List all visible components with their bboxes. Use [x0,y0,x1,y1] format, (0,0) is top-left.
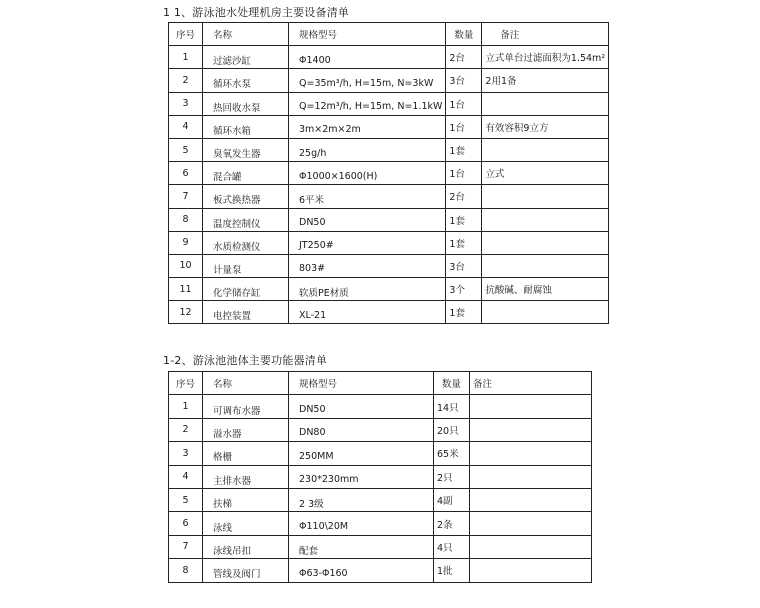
cell-spec [289,535,434,558]
cell-qty: 1台 [446,162,482,185]
cell-note [482,301,609,324]
header-name: 名称 [203,372,289,395]
cell-name-text: 主排水器 [213,475,252,487]
table-row [169,442,592,465]
cell-spec [289,418,434,441]
table-row [169,465,592,488]
cell-qty: 2台 [446,46,482,69]
cell-spec [289,69,446,92]
table-header-row [169,372,592,395]
cell-no: 1 [169,395,203,418]
cell-note [470,488,592,511]
table-row [169,92,609,115]
table-row [169,254,609,277]
cell-spec [289,278,446,301]
cell-no: 5 [169,488,203,511]
cell-name-text: 水质检测仪 [213,241,261,253]
header-name: 名称 [203,23,289,46]
cell-note [470,512,592,535]
cell-name-text: 温度控制仪 [213,218,261,230]
header-no: 序号 [169,372,203,395]
cell-name-text: 混合罐 [213,172,242,184]
cell-spec-text: 配套 [299,545,319,557]
cell-name [203,465,289,488]
header-spec: 规格型号 [289,372,434,395]
cell-spec [289,465,434,488]
cell-name [203,559,289,582]
cell-qty: 3台 [446,69,482,92]
cell-spec-text: DN80 [299,427,326,439]
cell-no: 7 [169,185,203,208]
table-row [169,115,609,138]
header-qty: 数量 [434,372,470,395]
cell-qty: 1批 [434,559,470,582]
cell-qty: 1台 [446,92,482,115]
cell-no: 10 [169,254,203,277]
cell-spec [289,512,434,535]
cell-no: 9 [169,231,203,254]
header-note: 备注 [482,23,609,46]
cell-note [470,559,592,582]
cell-name [203,115,289,138]
cell-name [203,208,289,231]
cell-note [482,208,609,231]
cell-name-text: 格栅 [213,452,233,464]
fixtures-table [168,371,592,583]
cell-name [203,512,289,535]
cell-spec-text: Φ1000×1600(H) [299,170,378,182]
cell-spec [289,162,446,185]
cell-spec [289,254,446,277]
cell-spec [289,559,434,582]
cell-name-text: 循环水泵 [213,79,252,91]
equipment-table [168,22,609,324]
cell-qty: 4副 [434,488,470,511]
cell-name-text: 计量泵 [213,264,242,276]
cell-note [470,442,592,465]
cell-name [203,418,289,441]
header-note: 备注 [470,372,592,395]
cell-qty: 65米 [434,442,470,465]
cell-note [482,92,609,115]
cell-name-text: 管线及阀门 [213,569,261,581]
section2-title: 1-2、游泳池池体主要功能器清单 [163,354,328,367]
cell-name [203,69,289,92]
cell-spec [289,185,446,208]
cell-spec [289,395,434,418]
cell-name-text: 过滤沙缸 [213,56,252,68]
cell-name-text: 热回收水泵 [213,102,261,114]
cell-qty: 3个 [446,278,482,301]
cell-spec-text: 软质PE材质 [299,288,349,300]
table-row [169,185,609,208]
cell-name-text: 可调布水器 [213,405,261,417]
cell-no: 2 [169,418,203,441]
cell-no: 8 [169,559,203,582]
table-row [169,231,609,254]
cell-no: 1 [169,46,203,69]
cell-spec-text: DN50 [299,217,326,229]
cell-name [203,185,289,208]
cell-no: 4 [169,465,203,488]
cell-spec-text: 2 3级 [299,499,324,511]
cell-spec-text: 6平米 [299,195,325,207]
cell-spec [289,46,446,69]
cell-note: 立式 [482,162,609,185]
cell-no: 3 [169,442,203,465]
cell-spec-text: JT250# [299,240,334,252]
cell-qty: 1套 [446,301,482,324]
cell-note: 有效容积9立方 [482,115,609,138]
cell-spec-text: Φ110\20M [299,521,349,533]
cell-qty: 1套 [446,231,482,254]
cell-spec-text: 803# [299,263,326,275]
table-row [169,301,609,324]
cell-name [203,278,289,301]
cell-qty: 1套 [446,138,482,161]
cell-spec [289,208,446,231]
cell-note: 2用1备 [482,69,609,92]
cell-note [470,418,592,441]
cell-qty: 3台 [446,254,482,277]
cell-note: 抗酸碱、耐腐蚀 [482,278,609,301]
cell-qty: 20只 [434,418,470,441]
cell-no: 6 [169,162,203,185]
cell-no: 3 [169,92,203,115]
table-row [169,69,609,92]
cell-spec-text: Φ1400 [299,54,331,66]
cell-name-text: 泳线 [213,522,233,534]
cell-name [203,535,289,558]
cell-spec-text: 250MM [299,450,334,462]
cell-spec-text: XL-21 [299,309,327,321]
table-header-row [169,23,609,46]
cell-spec [289,231,446,254]
cell-name [203,395,289,418]
table-row [169,162,609,185]
cell-name-text: 溢水器 [213,428,242,440]
table-row [169,395,592,418]
cell-name [203,301,289,324]
cell-no: 12 [169,301,203,324]
cell-spec-text: Φ63-Φ160 [299,567,348,579]
cell-qty: 2只 [434,465,470,488]
cell-spec [289,442,434,465]
header-no: 序号 [169,23,203,46]
cell-name [203,162,289,185]
cell-no: 2 [169,69,203,92]
cell-name [203,92,289,115]
cell-no: 8 [169,208,203,231]
cell-qty: 1套 [446,208,482,231]
cell-spec-text: DN50 [299,404,326,416]
cell-no: 11 [169,278,203,301]
cell-note: 立式单台过滤面积为1.54m² [482,46,609,69]
cell-spec-text: 230*230mm [299,474,359,486]
cell-note [482,185,609,208]
cell-note [482,138,609,161]
cell-qty: 2条 [434,512,470,535]
cell-note [470,535,592,558]
table-row [169,46,609,69]
cell-note [470,395,592,418]
cell-name [203,254,289,277]
cell-name-text: 泳线吊扣 [213,545,252,557]
section1-title: 1 1、游泳池水处理机房主要设备清单 [163,6,350,19]
cell-name [203,138,289,161]
cell-spec [289,115,446,138]
cell-no: 6 [169,512,203,535]
table-row [169,278,609,301]
cell-qty: 1台 [446,115,482,138]
header-spec: 规格型号 [289,23,446,46]
cell-spec-text: 25g/h [299,147,327,159]
cell-name-text: 板式换热器 [213,195,261,207]
cell-note [482,254,609,277]
cell-name [203,488,289,511]
cell-qty: 4只 [434,535,470,558]
cell-spec [289,488,434,511]
table-row [169,208,609,231]
table-row [169,418,592,441]
cell-spec-text: Q=35m³/h, H=15m, N=3kW [299,77,434,89]
cell-name-text: 循环水箱 [213,125,252,137]
cell-note [482,231,609,254]
table-row [169,488,592,511]
table-row [169,535,592,558]
cell-name-text: 化学储存缸 [213,288,261,300]
cell-name-text: 电控装置 [213,311,252,323]
cell-spec [289,138,446,161]
cell-no: 7 [169,535,203,558]
cell-qty: 2台 [446,185,482,208]
cell-name [203,442,289,465]
header-qty: 数量 [446,23,482,46]
cell-spec-text: 3m×2m×2m [299,124,361,136]
cell-spec-text: Q=12m³/h, H=15m, N=1.1kW [299,101,443,113]
table-row [169,512,592,535]
cell-note [470,465,592,488]
cell-no: 5 [169,138,203,161]
cell-name [203,46,289,69]
cell-qty: 14只 [434,395,470,418]
cell-spec [289,92,446,115]
table-row [169,138,609,161]
cell-name [203,231,289,254]
table-row [169,559,592,582]
cell-no: 4 [169,115,203,138]
cell-name-text: 扶梯 [213,499,233,511]
cell-spec [289,301,446,324]
cell-name-text: 臭氧发生器 [213,149,261,161]
